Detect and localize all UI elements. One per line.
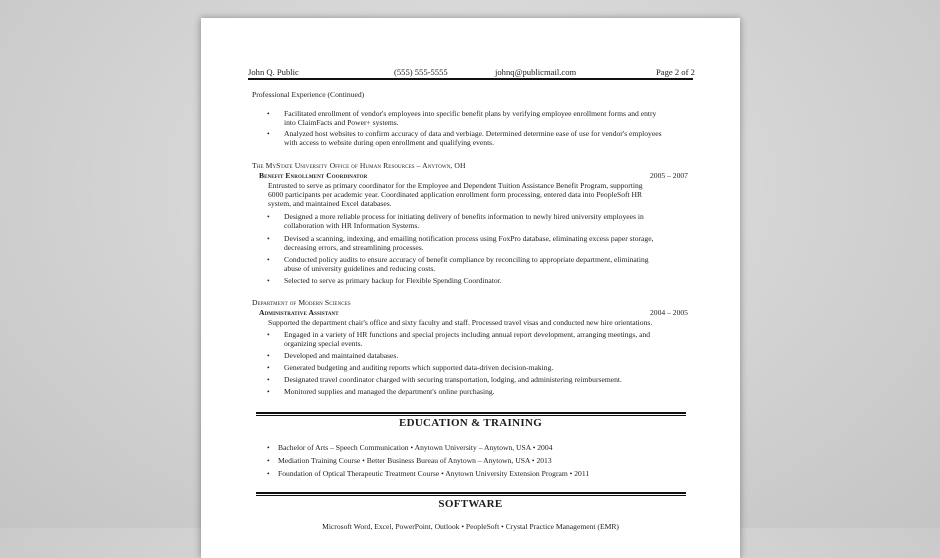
list-item: Foundation of Optical Therapeutic Treatment Course • Anytown University Extension Program • 2011: [278, 469, 590, 478]
job1-employer: The MyState University Office of Human Resources – Anytown, OH: [252, 161, 466, 170]
bullet-icon: •: [267, 351, 270, 360]
list-item: Monitored supplies and managed the department's online purchasing.: [284, 387, 495, 396]
resume-page: [201, 18, 740, 558]
job2-employer: Department of Modern Sciences: [252, 298, 351, 307]
list-item: Developed and maintained databases.: [284, 351, 399, 360]
bullet-icon: •: [267, 456, 270, 465]
job2-summary: Supported the department chair's office and sixty faculty and staff. Processed travel visas and conducted new hire orientations.: [268, 318, 653, 327]
list-item: Selected to serve as primary backup for Flexible Spending Coordinator.: [284, 276, 502, 285]
header-phone: (555) 555-5555: [394, 67, 448, 77]
header-email: johnq@publicmail.com: [495, 67, 577, 77]
job1-summary: system, and maintained Excel databases.: [268, 199, 392, 208]
list-item: Designated travel coordinator charged with securing transportation, lodging, and administering reimbursement.: [284, 375, 622, 384]
list-item: Bachelor of Arts – Speech Communication • Anytown University – Anytown, USA • 2004: [278, 443, 553, 452]
list-item: Facilitated enrollment of vendor's employees into specific benefit plans by verifying employee enrollment forms and entry: [284, 109, 657, 118]
bullet-icon: •: [267, 375, 270, 384]
list-item: abuse of university guidelines and reducing costs.: [284, 264, 436, 273]
bullet-icon: •: [267, 469, 270, 478]
list-item: Engaged in a variety of HR functions and special projects including annual report development, arranging meetings, and: [284, 330, 651, 339]
bullet-icon: •: [267, 212, 270, 221]
header-page-number: Page 2 of 2: [656, 67, 695, 77]
software-list: Microsoft Word, Excel, PowerPoint, Outlook • PeopleSoft • Crystal Practice Management (EMR): [322, 522, 619, 531]
section-divider: [256, 412, 686, 416]
list-item: Analyzed host websites to confirm accuracy of data and verbiage. Determined determine ease of use for vendor's employees: [284, 129, 662, 138]
bullet-icon: •: [267, 330, 270, 339]
list-item: into ClaimFacts and Power+ systems.: [284, 118, 399, 127]
list-item: with access to website during open enrollment and qualifying events.: [284, 138, 495, 147]
job1-summary: 6000 participants per academic year. Coordinated application enrollment form processing, entered data into PeopleSoft HR: [268, 190, 643, 199]
list-item: decreasing errors, and streamlining processes.: [284, 243, 424, 252]
bullet-icon: •: [267, 109, 270, 118]
bullet-icon: •: [267, 443, 270, 452]
job2-dates: 2004 – 2005: [650, 308, 688, 317]
list-item: Designed a more reliable process for initiating delivery of benefits information to newly hired university employees in: [284, 212, 644, 221]
bullet-icon: •: [267, 363, 270, 372]
list-item: collaboration with HR Information Systems.: [284, 221, 420, 230]
bullet-icon: •: [267, 255, 270, 264]
section-divider: [256, 492, 686, 496]
bullet-icon: •: [267, 234, 270, 243]
job2-title: Administrative Assistant: [259, 308, 339, 317]
software-heading: SOFTWARE: [438, 498, 503, 510]
education-heading: EDUCATION & TRAINING: [398, 417, 543, 429]
job1-summary: Entrusted to serve as primary coordinator for the Employee and Dependent Tuition Assistance Benefit Program, supporting: [268, 181, 643, 190]
list-item: Generated budgeting and auditing reports which supported data-driven decision-making.: [284, 363, 554, 372]
job1-dates: 2005 – 2007: [650, 171, 688, 180]
header-name: John Q. Public: [248, 67, 299, 77]
list-item: Devised a scanning, indexing, and emailing notification process using FoxPro database, eliminating excess paper storage,: [284, 234, 654, 243]
job1-title: Benefit Enrollment Coordinator: [259, 171, 368, 180]
list-item: Conducted policy audits to ensure accuracy of benefit compliance by reconciling to appropriate department, eliminating: [284, 255, 649, 264]
header-rule: [248, 78, 693, 80]
bullet-icon: •: [267, 129, 270, 138]
list-item: organizing special events.: [284, 339, 363, 348]
list-item: Mediation Training Course • Better Business Bureau of Anytown – Anytown, USA • 2013: [278, 456, 552, 465]
bullet-icon: •: [267, 276, 270, 285]
continued-heading: Professional Experience (Continued): [252, 90, 365, 99]
bullet-icon: •: [267, 387, 270, 396]
